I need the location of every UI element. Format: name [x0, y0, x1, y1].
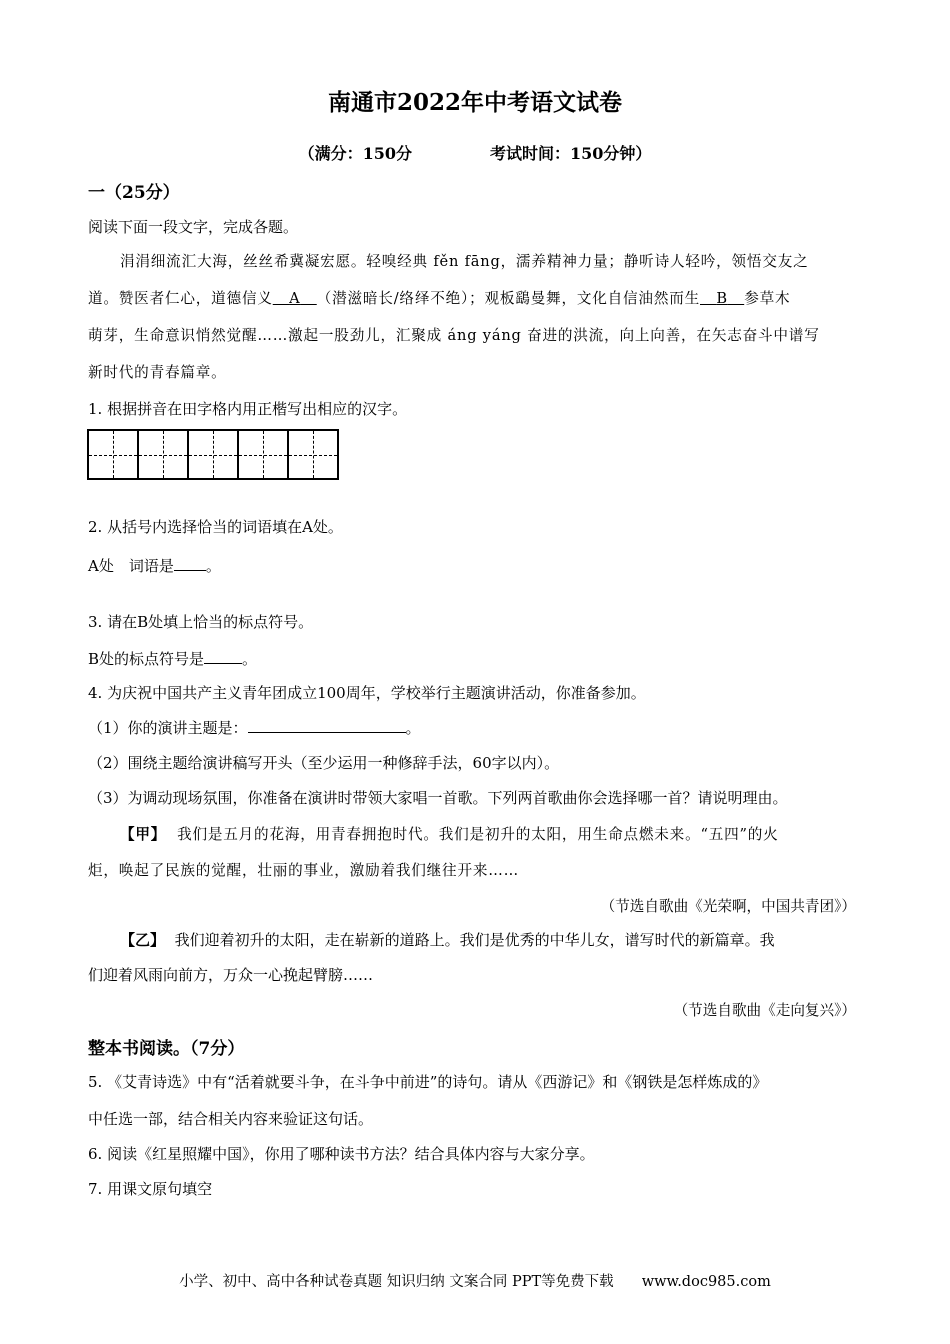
question-1: 1. 根据拼音在田字格内用正楷写出相应的汉字。 — [88, 400, 408, 418]
question-4-1: （1）你的演讲主题是： 。 — [88, 719, 421, 737]
blank-a: A — [289, 290, 301, 307]
page-title: 南通市2022年中考语文试卷 — [327, 89, 622, 116]
question-5-line-2: 中任选一部，结合相关内容来验证这句话。 — [88, 1110, 374, 1128]
page-footer: 小学、初中、高中各种试卷真题 知识归纳 文案合同 PPT等免费下载 www.doc985.com — [179, 1274, 771, 1290]
song-jia-source: （节选自歌曲《光荣啊，中国共青团》） — [600, 898, 856, 915]
blank-b: B — [716, 290, 728, 307]
section-heading-2: 整本书阅读。（7分） — [88, 1039, 245, 1059]
grid-cell[interactable] — [189, 431, 239, 478]
question-7: 7. 用课文原句填空 — [88, 1180, 213, 1198]
grid-cell[interactable] — [139, 431, 189, 478]
song-yi-source: （节选自歌曲《走向复兴》） — [673, 1002, 856, 1019]
footer-url[interactable]: www.doc985.com — [641, 1274, 771, 1290]
exam-time: 考试时间：150分钟） — [490, 144, 652, 163]
grid-cell[interactable] — [89, 431, 139, 478]
question-2: 2. 从括号内选择恰当的词语填在A处。 — [88, 518, 343, 536]
question-6: 6. 阅读《红星照耀中国》，你用了哪种读书方法？结合具体内容与大家分享。 — [88, 1145, 595, 1163]
passage-line-1: 涓涓细流汇大海，丝丝希冀凝宏愿。轻嗅经典 fěn fāng，濡养精神力量；静听诗人轻吟，领悟交友之 — [120, 253, 809, 270]
question-5-line-1: 5. 《艾青诗选》中有“活着就要斗争，在斗争中前进”的诗句。请从《西游记》和《钢铁是怎样炼成的》 — [88, 1073, 768, 1091]
grid-cell[interactable] — [239, 431, 289, 478]
instruction: 阅读下面一段文字，完成各题。 — [88, 218, 299, 236]
passage-line-4: 新时代的青春篇章。 — [88, 364, 227, 381]
question-3-answer: B处的标点符号是 。 — [88, 650, 258, 668]
question-4: 4. 为庆祝中国共产主义青年团成立100周年，学校举行主题演讲活动，你准备参加。 — [88, 684, 646, 702]
grid-cell[interactable] — [289, 431, 337, 478]
song-jia-line-2: 炬，唤起了民族的觉醒，壮丽的事业，激励着我们继往开来…… — [88, 862, 520, 879]
full-score: （满分：150分 — [298, 144, 412, 163]
song-jia-line-1: 【甲】 我们是五月的花海，用青春拥抱时代。我们是初升的太阳，用生命点燃未来。“五四”的火 — [120, 826, 779, 843]
question-2-answer: A处 词语是 。 — [88, 557, 221, 575]
song-yi-line-1: 【乙】 我们迎着初升的太阳，走在崭新的道路上。我们是优秀的中华儿女，谱写时代的新篇章。我 — [120, 931, 775, 949]
speech-topic-blank[interactable] — [248, 718, 406, 733]
question-3: 3. 请在B处填上恰当的标点符号。 — [88, 613, 314, 631]
passage-line-3: 萌芽，生命意识悄然觉醒……激起一股劲儿，汇聚成 áng yáng 奋进的洪流，向上向善，在矢志奋斗中谱写 — [88, 327, 820, 344]
question-4-3: （3）为调动现场氛围，你准备在演讲时带领大家唱一首歌。下列两首歌曲你会选择哪一首？请说明理由。 — [88, 789, 788, 807]
passage-line-2: 道。赞医者仁心，道德信义 A （潜滋暗长/络绎不绝）；观板鷂曼舞，文化自信油然而生 B 参草木 — [88, 290, 791, 307]
question-4-2: （2）围绕主题给演讲稿写开头（至少运用一种修辞手法，60字以内）。 — [88, 754, 560, 772]
section-heading-1: 一（25分） — [88, 183, 180, 203]
tianzige-grid[interactable] — [87, 429, 339, 480]
exam-info — [0, 141, 950, 164]
answer-blank-a[interactable] — [174, 556, 206, 571]
song-yi-line-2: 们迎着风雨向前方，万众一心挽起臂膀…… — [88, 966, 374, 984]
answer-blank-b[interactable] — [204, 649, 242, 664]
